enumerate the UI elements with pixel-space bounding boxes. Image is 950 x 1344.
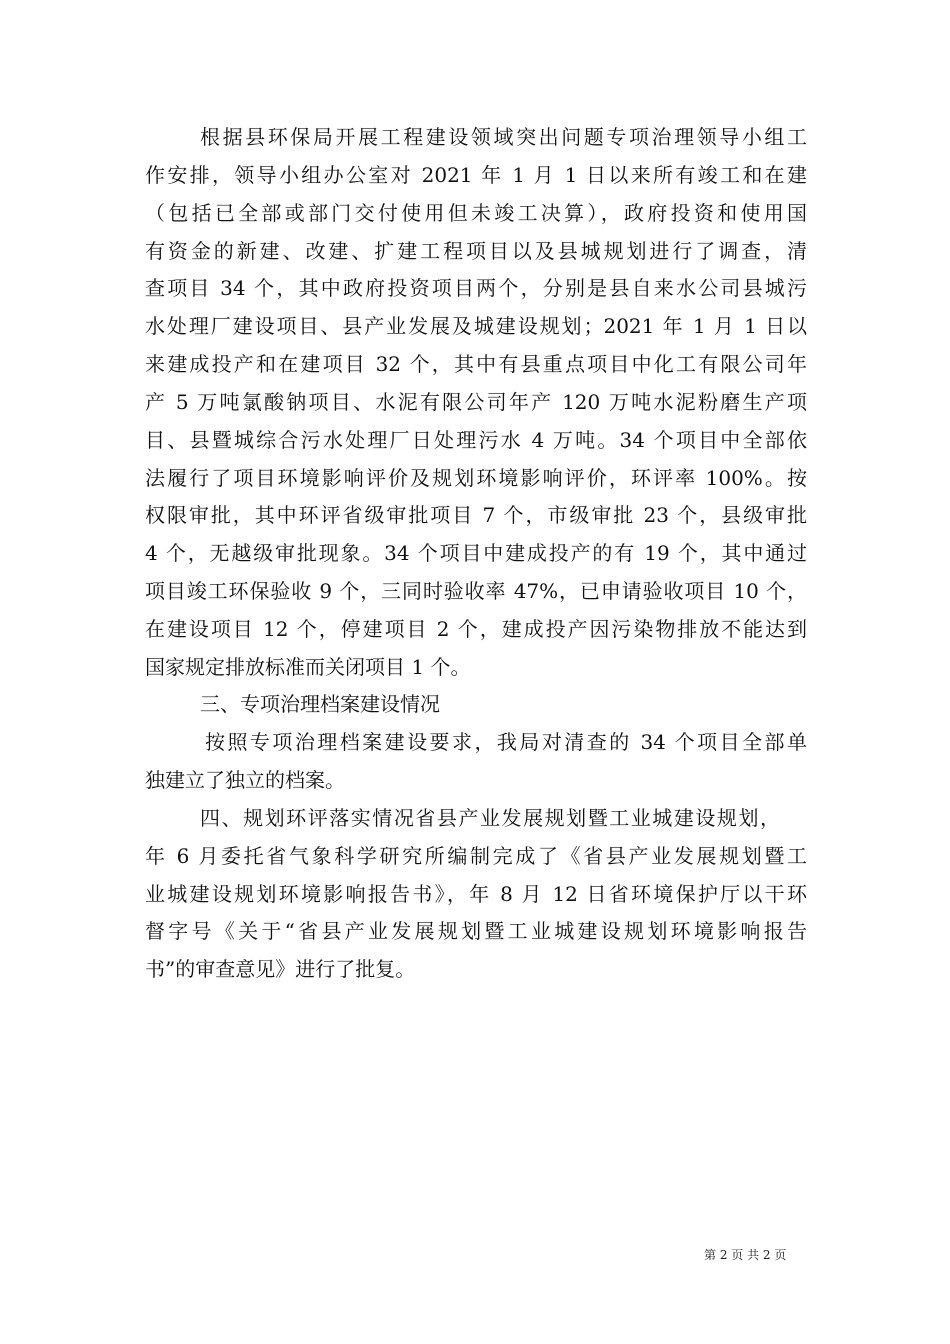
text-line: 四、规划环评落实情况省县产业发展规划暨工业城建设规划， — [200, 806, 780, 830]
text-line: 国家规定排放标准而关闭项目 1 个。 — [145, 655, 471, 679]
text-line: 独建立了独立的档案。 — [145, 768, 345, 792]
text-line: 督字号《关于“省县产业发展规划暨工业城建设规划环境影响报告 — [145, 919, 807, 943]
section-heading: 三、专项治理档案建设情况 — [200, 692, 440, 716]
text-line: 来建成投产和在建项目 32 个，其中有县重点项目中化工有限公司年 — [145, 352, 807, 376]
text-line: 作安排，领导小组办公室对 2021 年 1 月 1 日以来所有竣工和在建 — [145, 163, 807, 187]
text-line: 在建设项目 12 个，停建项目 2 个，建成投产因污染物排放不能达到 — [145, 617, 807, 641]
text-line: 按照专项治理档案建设要求，我局对清查的 34 个项目全部单 — [205, 730, 807, 754]
text-line: 查项目 34 个，其中政府投资项目两个，分别是县自来水公司县城污 — [145, 276, 807, 300]
text-line: 水处理厂建设项目、县产业发展及城建设规划；2021 年 1 月 1 日以 — [145, 314, 807, 338]
text-line: 根据县环保局开展工程建设领域突出问题专项治理领导小组工 — [200, 125, 807, 149]
text-line: 权限审批，其中环评省级审批项目 7 个，市级审批 23 个，县级审批 — [145, 503, 807, 527]
text-line: 法履行了项目环境影响评价及规划环境影响评价，环评率 100%。按 — [145, 466, 807, 490]
text-line: 产 5 万吨氯酸钠项目、水泥有限公司年产 120 万吨水泥粉磨生产项 — [145, 390, 807, 414]
text-line: （包括已全部或部门交付使用但未竣工决算），政府投资和使用国 — [145, 201, 807, 225]
text-line: 项目竣工环保验收 9 个，三同时验收率 47%，已申请验收项目 10 个， — [145, 579, 807, 603]
text-line: 目、县暨城综合污水处理厂日处理污水 4 万吨。34 个项目中全部依 — [145, 428, 807, 452]
text-line: 有资金的新建、改建、扩建工程项目以及县城规划进行了调查，清 — [145, 239, 807, 263]
text-line: 业城建设规划环境影响报告书》，年 8 月 12 日省环境保护厅以干环 — [145, 882, 807, 906]
page-number-footer: 第 2 页 共 2 页 — [704, 1248, 787, 1262]
text-line: 书”的审查意见》进行了批复。 — [145, 957, 416, 981]
text-line: 4 个，无越级审批现象。34 个项目中建成投产的有 19 个，其中通过 — [145, 541, 807, 565]
text-line: 年 6 月委托省气象科学研究所编制完成了《省县产业发展规划暨工 — [145, 844, 807, 868]
